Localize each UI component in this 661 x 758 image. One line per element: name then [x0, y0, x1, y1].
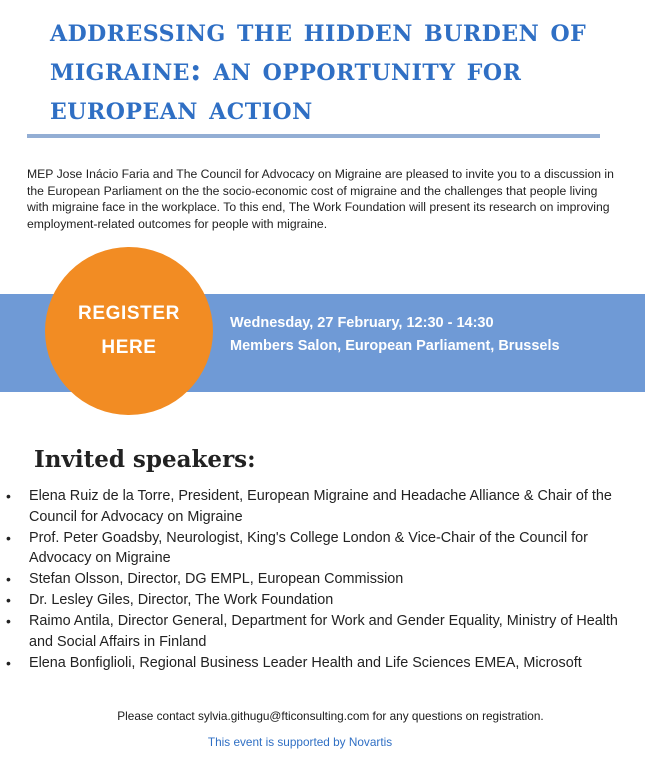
speaker-item — [0, 486, 640, 527]
sponsor-note: This event is supported by Novartis — [207, 735, 393, 749]
bullet-icon: • — [6, 529, 11, 546]
speaker-text: Elena Bonfiglioli, Regional Business Leader Health and Life Sciences EMEA, Microsoft — [29, 654, 582, 671]
event-datetime: Wednesday, 27 February, 12:30 - 14:30 — [230, 315, 494, 331]
speakers-heading: Invited speakers: — [34, 446, 256, 473]
register-label-line1: REGISTER — [78, 303, 180, 324]
speaker-item — [0, 590, 640, 611]
speaker-item — [0, 569, 640, 590]
bullet-icon: • — [6, 613, 11, 629]
speaker-text: Prof. Peter Goadsby, Neurologist, King's College London & Vice-Chair of the Council for Advocacy on Migraine — [29, 529, 588, 566]
speaker-item — [0, 611, 640, 652]
bullet-icon: • — [6, 654, 11, 671]
speaker-text: Dr. Lesley Giles, Director, The Work Foundation — [29, 592, 334, 608]
register-button[interactable] — [45, 247, 213, 415]
bullet-icon: • — [6, 571, 11, 587]
intro-paragraph: MEP Jose Inácio Faria and The Council for Advocacy on Migraine are pleased to invite you to a discussion in the European Parliament on the the socio-economic cost of migraine and the challenges that people living with migraine face in the workplace. To this end, The Work Foundation will present its research on improving employment-related outcomes for people with migraine. — [27, 167, 614, 231]
event-details — [230, 312, 560, 358]
event-venue: Members Salon, European Parliament, Brussels — [230, 338, 560, 354]
bullet-icon: • — [6, 488, 11, 504]
speaker-text: Raimo Antila, Director General, Department for Work and Gender Equality, Ministry of Health and Social Affairs in Finland — [29, 613, 618, 650]
bullet-icon: • — [6, 592, 11, 608]
speaker-list — [0, 486, 640, 674]
speaker-text: Stefan Olsson, Director, DG EMPL, European Commission — [29, 571, 404, 587]
speaker-text: Elena Ruiz de la Torre, President, European Migraine and Headache Alliance & Chair of the Council for Advocacy on Migraine — [29, 488, 612, 525]
speaker-item — [0, 653, 640, 674]
contact-note: Please contact sylvia.githugu@fticonsulting.com for any questions on registration. — [117, 709, 544, 723]
speaker-item — [0, 528, 640, 569]
title-divider — [27, 134, 600, 138]
page-title: addressing the hidden burden of migraine: an opportunity for european action — [50, 13, 587, 127]
register-label-line2: HERE — [101, 337, 157, 358]
